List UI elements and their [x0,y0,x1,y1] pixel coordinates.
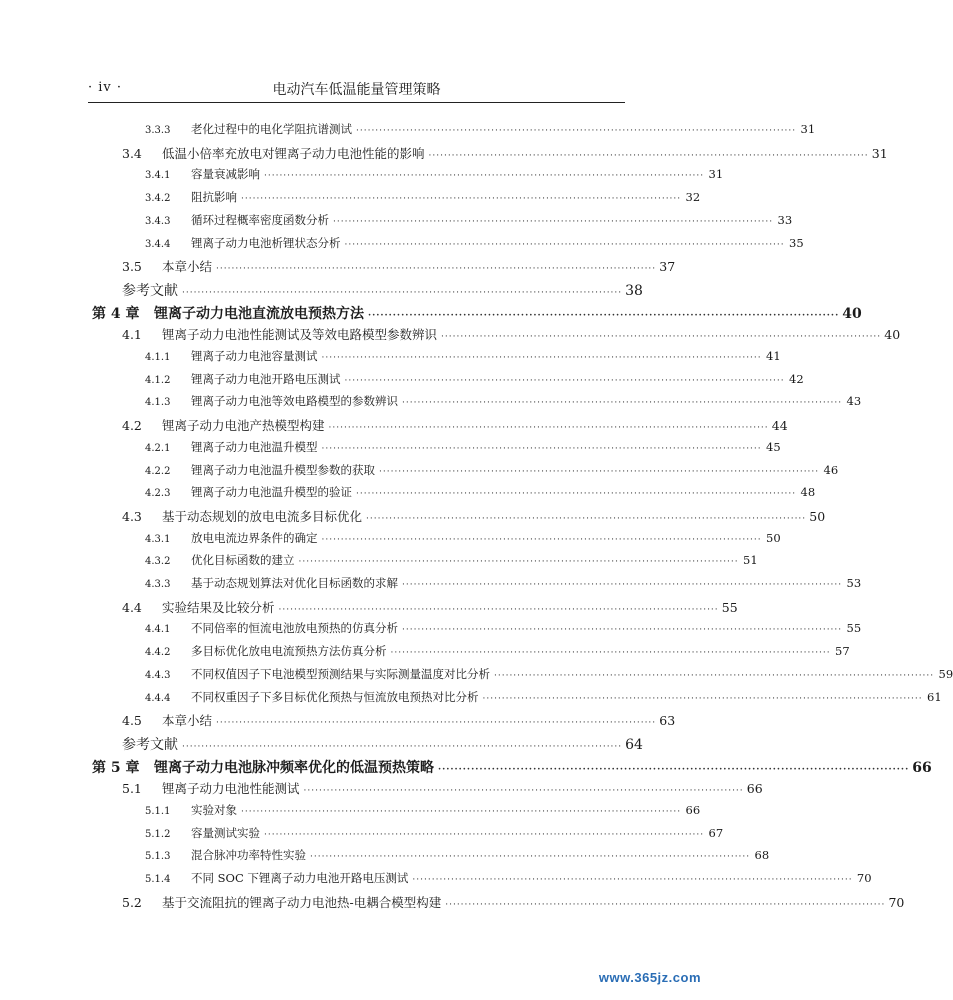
toc-entry-number: 3.4.1 [145,170,171,182]
toc-entry [122,280,643,302]
toc-entry-title: 锂离子动力电池容量测试 [191,349,318,363]
toc-entry-number: 5.1.1 [145,806,171,817]
toc-entry-title: 老化过程中的电化学阻抗谱测试 [191,122,352,136]
toc-entry-number: 3.3.3 [145,125,171,136]
toc-page-number: 40 [842,305,862,322]
toc-page-number: 70 [856,871,872,886]
toc-page-number: 40 [884,327,901,343]
toc-entry [122,325,901,347]
toc-entry-number: 4.2.2 [145,465,171,477]
dot-leader: ·················································································································· [298,557,739,568]
toc-entry-number: 4.4.4 [145,692,171,704]
dot-leader: ·················································································································· [366,513,807,524]
toc-entry-title: 锂离子动力电池直流放电预热方法 [154,305,364,322]
toc-page-number: 61 [927,689,942,704]
toc-entry-number: 4.3 [122,508,142,524]
toc-entry-number: 3.4.2 [145,193,171,205]
toc-entry-number: 5.1 [122,781,142,797]
dot-leader: ·················································································································· [445,899,886,910]
toc-entry-title: 容量测试实验 [191,825,260,840]
toc-page-number: 43 [846,394,862,409]
toc-chapter [92,757,932,779]
toc-entry-number: 4.1.1 [145,352,171,363]
dot-leader: ·················································································································· [402,398,843,409]
toc-entry [145,552,758,574]
toc-entry-number: 4.4 [122,599,142,615]
toc-entry [145,870,872,892]
toc-entry-number: 第 5 章 [92,759,140,776]
dot-leader: ·················································································································· [344,239,785,250]
toc-entry-title: 阻抗影响 [191,190,237,205]
toc-entry-title: 优化目标函数的建立 [191,553,295,568]
toc-entry-title: 混合脉冲功率特性实验 [191,848,306,863]
toc-entry-number: 4.3.3 [145,579,171,590]
dot-leader: ·················································································································· [216,264,657,275]
toc-page-number: 63 [659,713,676,729]
toc-entry [145,371,804,393]
toc-entry-title: 参考文献 [122,736,178,753]
dot-leader: ·················································································································· [321,443,762,454]
toc-entry-title: 容量衰减影响 [191,167,260,182]
toc-page-number: 37 [659,259,676,275]
toc-page-number: 66 [746,781,763,797]
running-header [88,78,625,103]
dot-leader: ·················································································································· [310,852,751,863]
toc-entry [145,484,816,506]
dot-leader: ·················································································································· [182,287,623,298]
toc-entry [145,212,793,234]
toc-page-number: 31 [871,145,888,161]
dot-leader: ·················································································································· [328,423,769,434]
toc-entry-title: 不同 SOC 下锂离子动力电池开路电压测试 [191,871,409,886]
dot-leader: ·················································································································· [241,807,682,817]
toc-page-number: 45 [766,439,781,454]
toc-entry [122,711,676,733]
toc-page-number: 50 [809,508,826,524]
toc-entry [122,598,738,620]
toc-entry [145,235,804,257]
toc-entry [145,189,701,211]
dot-leader: ·················································································································· [368,310,840,321]
toc-entry-number: 4.1.2 [145,374,171,386]
toc-entry [122,893,905,915]
toc-entry-title: 锂离子动力电池脉冲频率优化的低温预热策略 [154,759,434,776]
toc-entry-title: 循环过程概率密度函数分析 [191,212,329,227]
toc-entry-number: 3.5 [122,259,142,275]
toc-page-number: 32 [685,190,701,205]
toc-entry-number: 4.2.3 [145,488,171,500]
toc-entry [145,689,942,711]
toc-entry [145,121,816,143]
dot-leader: ·················································································································· [379,466,820,477]
toc-entry-number: 4.4.1 [145,624,171,636]
dot-leader: ·················································································································· [494,670,935,681]
toc-entry-title: 实验结果及比较分析 [162,599,275,615]
toc-entry-number: 3.4.3 [145,215,171,227]
dot-leader: ·················································································································· [278,604,719,615]
dot-leader: ·················································································································· [216,718,657,729]
toc-page-number: 55 [846,621,862,636]
toc-entry-title: 实验对象 [191,803,237,817]
toc-entry-title: 锂离子动力电池产热模型构建 [162,418,325,434]
toc-page-number: 35 [789,235,804,250]
toc-page-number: 67 [708,825,724,840]
toc-entry-title: 锂离子动力电池等效电路模型的参数辨识 [191,394,398,409]
dot-leader: ·················································································································· [241,194,682,205]
toc-entry-title: 锂离子动力电池性能测试及等效电路模型参数辨识 [162,327,438,343]
toc-entry-number: 第 4 章 [92,305,140,322]
toc-entry-number: 5.2 [122,894,142,910]
page-number: · iv · [88,80,123,95]
toc-entry-title: 锂离子动力电池开路电压测试 [191,371,341,386]
toc-page-number: 64 [625,736,643,753]
dot-leader: ·················································································································· [438,764,910,775]
toc-page-number: 53 [846,576,862,590]
toc-entry-title: 参考文献 [122,282,178,299]
toc-page-number: 46 [823,462,839,477]
toc-entry [145,825,724,847]
toc-entry-title: 不同权值因子下电池模型预测结果与实际测量温度对比分析 [191,666,490,681]
toc-page-number: 31 [800,122,816,136]
toc-entry-title: 低温小倍率充放电对锂离子动力电池性能的影响 [162,145,425,161]
toc-page-number: 59 [938,666,953,681]
toc-entry [145,620,862,642]
toc-entry-number: 4.1 [122,327,142,343]
toc-entry-title: 锂离子动力电池温升模型 [191,439,318,454]
toc-page-number: 38 [625,282,643,299]
toc-entry-title: 本章小结 [162,713,213,729]
toc-entry-number: 4.4.3 [145,669,171,681]
toc-entry-title: 基于动态规划算法对优化目标函数的求解 [191,576,398,590]
dot-leader: ·················································································································· [303,786,744,797]
toc-entry-title: 本章小结 [162,259,213,275]
toc-entry-title: 不同权重因子下多目标优化预热与恒流放电预热对比分析 [191,689,479,704]
dot-leader: ·················································································································· [321,353,762,363]
toc-entry-number: 4.4.2 [145,647,171,659]
toc-page-number: 66 [685,803,701,817]
toc-entry [145,393,862,415]
dot-leader: ·················································································································· [344,375,785,386]
dot-leader: ·················································································································· [441,332,882,343]
dot-leader: ·················································································································· [321,534,762,545]
dot-leader: ·················································································································· [390,648,831,659]
toc-page-number: 31 [708,167,724,182]
toc-entry [145,575,862,597]
dot-leader: ·················································································································· [333,216,774,227]
toc-page-number: 70 [888,894,905,910]
dot-leader: ·················································································································· [264,829,705,840]
toc-entry-number: 4.1.3 [145,397,171,409]
dot-leader: ·················································································································· [412,875,853,886]
toc-page-number: 68 [754,848,770,863]
toc-entry-number: 5.1.2 [145,828,171,840]
toc-page-number: 66 [912,759,932,776]
toc-entry [145,439,781,461]
toc-entry-title: 锂离子动力电池温升模型的验证 [191,485,352,500]
toc-page-number: 50 [766,530,781,545]
toc-page-number: 41 [766,349,781,363]
toc-entry [122,144,888,166]
toc-entry-title: 不同倍率的恒流电池放电预热的仿真分析 [191,621,398,636]
dot-leader: ·················································································································· [402,625,843,636]
toc-entry [122,734,643,756]
dot-leader: ·················································································································· [356,126,797,136]
dot-leader: ·················································································································· [182,741,623,752]
toc-entry [122,257,676,279]
dot-leader: ·················································································································· [402,580,843,590]
toc-page-number: 42 [789,371,804,386]
toc-entry-number: 3.4.4 [145,238,171,250]
toc-chapter [92,303,862,325]
watermark: www.365jz.com [598,970,701,985]
toc-entry [145,530,781,552]
toc-entry-title: 基于动态规划的放电电流多目标优化 [162,508,363,524]
toc-entry [145,666,953,688]
toc-entry-number: 5.1.3 [145,851,171,863]
toc-entry [145,166,724,188]
toc-page-number: 44 [771,418,788,434]
toc-entry-title: 多目标优化放电电流预热方法仿真分析 [191,644,387,659]
toc-entry-title: 锂离子动力电池温升模型参数的获取 [191,462,375,477]
toc-entry [145,643,850,665]
toc-entry-title: 放电电流边界条件的确定 [191,530,318,545]
dot-leader: ·················································································································· [264,171,705,182]
toc-page-number: 55 [721,599,738,615]
toc-entry [122,507,826,529]
dot-leader: ·················································································································· [356,489,797,500]
book-title: 电动汽车低温能量管理策略 [272,82,441,98]
toc-entry-number: 4.2.1 [145,442,171,454]
toc-entry [122,416,788,438]
toc-entry-number: 4.5 [122,713,142,729]
toc-page-number: 51 [743,553,758,568]
toc-entry-number: 4.3.2 [145,556,171,568]
dot-leader: ·················································································································· [428,150,869,161]
toc-page-number: 57 [835,644,850,659]
toc-entry-number: 5.1.4 [145,874,171,886]
toc-entry [145,847,770,869]
dot-leader: ·················································································································· [482,693,923,704]
toc-entry-title: 锂离子动力电池性能测试 [162,781,300,797]
toc-page-number: 48 [800,485,816,500]
toc-entry [145,802,701,824]
toc-entry-title: 锂离子动力电池析锂状态分析 [191,235,341,250]
toc-page-number: 33 [777,212,793,227]
toc-entry [122,779,763,801]
toc-entry-title: 基于交流阻抗的锂离子动力电池热-电耦合模型构建 [162,894,442,910]
toc-entry-number: 4.3.1 [145,533,171,545]
toc-entry [145,462,839,484]
toc-entry [145,348,781,370]
toc-entry-number: 3.4 [122,145,142,161]
toc-entry-number: 4.2 [122,418,142,434]
